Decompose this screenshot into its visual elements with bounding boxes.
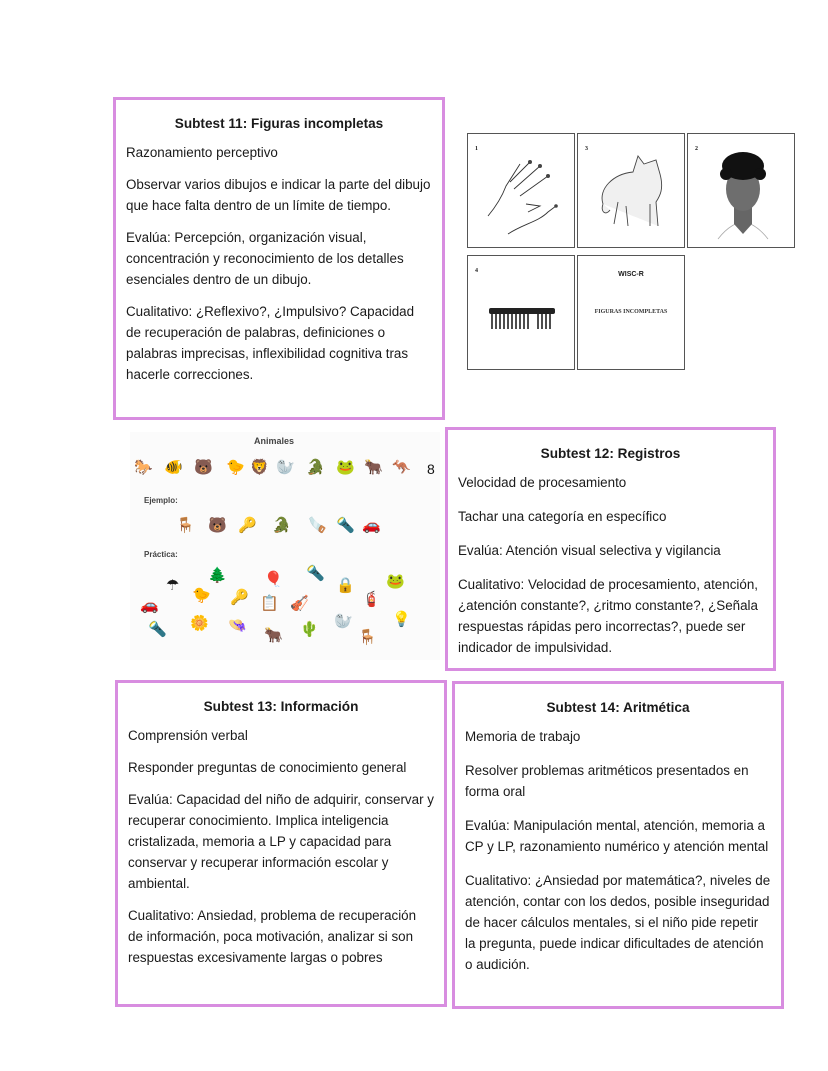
- ejemplo-label: Ejemplo:: [144, 496, 178, 505]
- subtest-11-card: [113, 97, 445, 420]
- subtest-11-area: Razonamiento perceptivo: [126, 145, 278, 160]
- example-icon: 🔦: [336, 517, 355, 534]
- boy-face-icon: [688, 134, 796, 249]
- practice-icon: 🧯: [362, 591, 381, 608]
- subtest-14-card: [452, 681, 784, 1009]
- figure-card-comb: [467, 255, 575, 370]
- practice-icon: 🪑: [358, 629, 377, 646]
- subtest-12-evalua: Evalúa: Atención visual selectiva y vigilancia: [458, 543, 721, 558]
- animal-icon: 🐠: [164, 459, 183, 476]
- example-icon: 🪚: [308, 517, 327, 534]
- figure-card-boy: [687, 133, 795, 248]
- figure-card-cover: [577, 255, 685, 370]
- subtest-11-evalua: Evalúa: Percepción, organización visual, concentración y reconocimiento de los detalles esenciales dentro de un dibujo.: [126, 230, 404, 287]
- practice-icon: 🎻: [290, 595, 309, 612]
- animal-icon: 🦘: [392, 459, 411, 476]
- subtest-14-evalua: Evalúa: Manipulación mental, atención, memoria a CP y LP, razonamiento numérico y atención mental: [465, 818, 769, 854]
- card-number: 1: [475, 146, 478, 152]
- practice-icon: 🚗: [140, 597, 159, 614]
- animal-icon: 🦭: [276, 459, 295, 476]
- subtest-14-cualitativo: Cualitativo: ¿Ansiedad por matemática?, niveles de atención, contar con los dedos, posible inseguridad de hacer cálculos mentales, si el niño pide repetir la pregunta, puede indicar dificultades de atención o audición.: [465, 873, 771, 972]
- subtest-12-cualitativo: Cualitativo: Velocidad de procesamiento, atención, ¿atención constante?, ¿ritmo constante?, ¿Señala respuestas rápidas pero incorrectas?, puede ser indicador de impulsividad.: [458, 577, 758, 655]
- registros-stimulus-image: [130, 432, 440, 660]
- card-number: 2: [695, 146, 698, 152]
- hand-icon: [468, 134, 576, 249]
- practice-icon: 🌼: [190, 615, 209, 632]
- practice-icon: 🔦: [306, 565, 325, 582]
- practice-icon: 🌵: [300, 621, 319, 638]
- practice-icon: ☂: [166, 577, 180, 594]
- subtest-12-title: Subtest 12: Registros: [540, 446, 681, 461]
- animal-icon: 🐊: [306, 459, 325, 476]
- wisc-cover-title: WISC-R: [618, 271, 644, 278]
- comb-icon: [468, 256, 576, 371]
- fox-icon: [578, 134, 686, 249]
- subtest-11-title: Subtest 11: Figuras incompletas: [174, 116, 384, 131]
- practice-icon: 🔦: [148, 621, 167, 638]
- subtest-11-cualitativo: Cualitativo: ¿Reflexivo?, ¿Impulsivo? Capacidad de recuperación de palabras, definiciones o palabras imprecisas, inflexibilidad cognitiva tras hacerle correcciones.: [126, 304, 415, 382]
- card-number: 4: [475, 268, 478, 274]
- practice-icon: 👒: [228, 617, 247, 634]
- subtest-13-title: Subtest 13: Información: [203, 699, 359, 714]
- animal-icon: 🐤: [226, 459, 245, 476]
- example-icon: 🪑: [176, 517, 195, 534]
- subtest-14-title: Subtest 14: Aritmética: [546, 700, 690, 715]
- example-icon: 🐻: [208, 517, 227, 534]
- subtest-13-task: Responder preguntas de conocimiento general: [128, 760, 407, 775]
- wisc-cover-subtitle: FIGURAS INCOMPLETAS: [594, 309, 668, 315]
- example-icon: 🚗: [362, 517, 381, 534]
- figure-card-hand: [467, 133, 575, 248]
- subtest-12-area: Velocidad de procesamiento: [458, 475, 627, 490]
- practice-icon: 🦭: [334, 613, 353, 630]
- animal-icon: 🐻: [194, 459, 213, 476]
- animal-icon: 🐂: [364, 459, 383, 476]
- card-number: 3: [585, 146, 588, 152]
- animales-header: Animales: [254, 436, 295, 446]
- practice-icon: 🎈: [264, 571, 283, 588]
- practice-icon: 🐤: [192, 587, 211, 604]
- example-icon: 🔑: [238, 517, 257, 534]
- practice-icon: 🐸: [386, 573, 405, 590]
- practica-label: Práctica:: [144, 550, 178, 559]
- animal-icon: 🐸: [336, 459, 355, 476]
- page-number: 8: [427, 461, 435, 477]
- wisc-figures-image: [467, 133, 797, 373]
- practice-icon: 💡: [392, 611, 411, 628]
- practice-icon: 🐂: [264, 627, 283, 644]
- subtest-13-cualitativo: Cualitativo: Ansiedad, problema de recuperación de información, poca motivación, analizar si son respuestas excesivamente largas o pobres: [128, 908, 417, 965]
- figure-card-fox: [577, 133, 685, 248]
- subtest-12-card: [445, 427, 776, 671]
- practice-icon: 📋: [260, 595, 279, 612]
- subtest-14-area: Memoria de trabajo: [465, 729, 581, 744]
- subtest-14-task: Resolver problemas aritméticos presentados en forma oral: [465, 763, 749, 799]
- example-icon: 🐊: [272, 517, 291, 534]
- practice-icon: 🔑: [230, 589, 249, 606]
- practice-icon: 🌲: [208, 567, 227, 584]
- subtest-11-task: Observar varios dibujos e indicar la parte del dibujo que hace falta dentro de un límite de tiempo.: [126, 177, 431, 213]
- animal-icon: 🐎: [134, 459, 153, 476]
- subtest-13-card: [115, 680, 447, 1007]
- animal-icon: 🦁: [250, 459, 269, 476]
- subtest-12-task: Tachar una categoría en específico: [458, 509, 667, 524]
- subtest-13-area: Comprensión verbal: [128, 728, 248, 743]
- subtest-13-evalua: Evalúa: Capacidad del niño de adquirir, conservar y recuperar conocimiento. Implica inteligencia cristalizada, memoria a LP y capacidad para conservar y recuperar información escolar y ambiental.: [128, 792, 434, 891]
- practice-icon: 🔒: [336, 577, 355, 594]
